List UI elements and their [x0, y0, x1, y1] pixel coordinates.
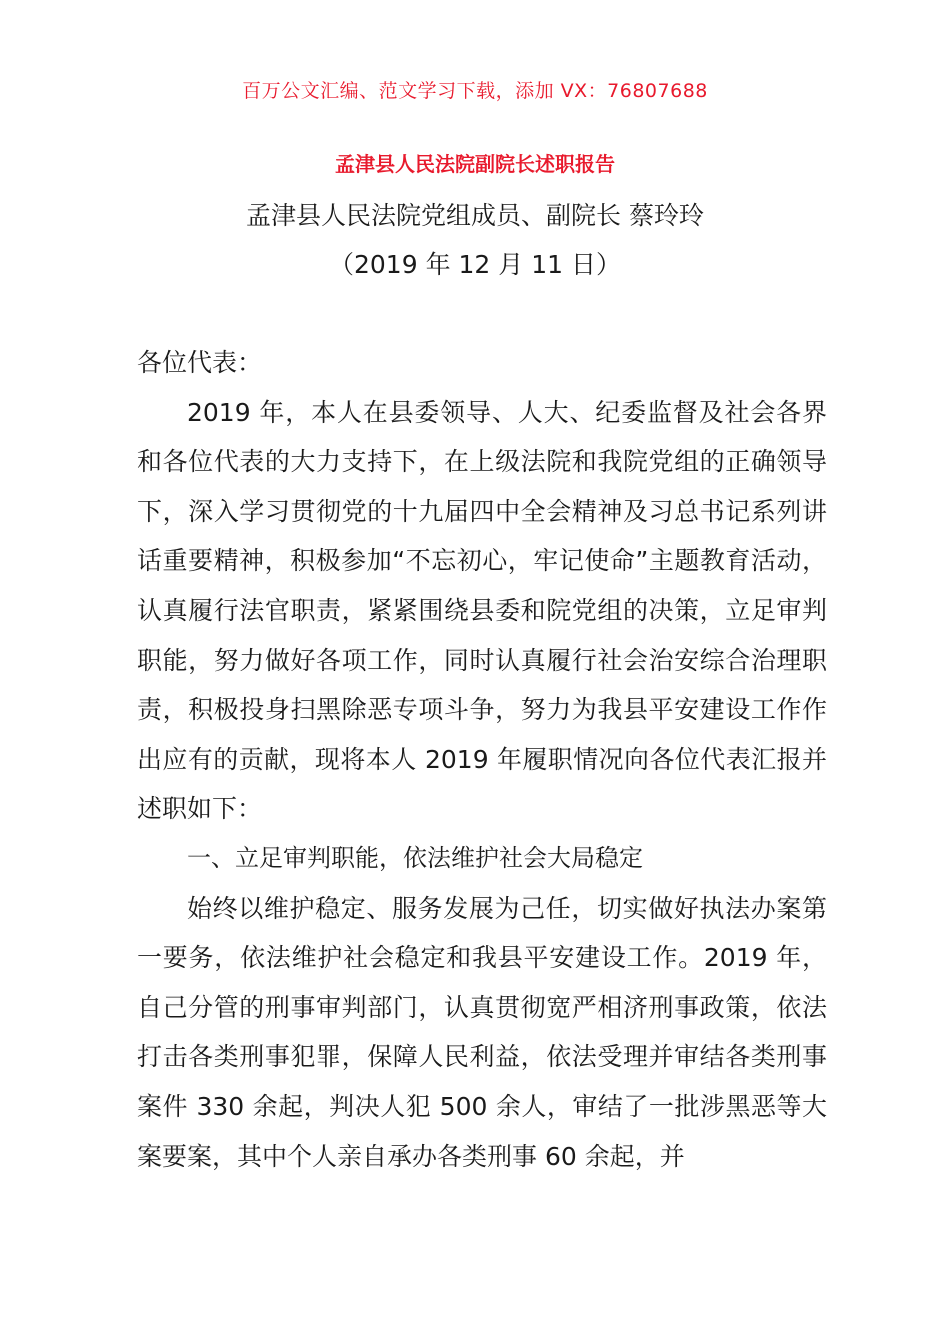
salutation: 各位代表：	[137, 348, 263, 377]
date-line: （2019 年 12 月 11 日）	[329, 250, 621, 279]
section-heading-1: 一、立足审判职能，依法维护社会大局稳定	[187, 843, 643, 872]
paragraph-intro: 2019 年，本人在县委领导、人大、纪委监督及社会各界和各位代表的大力支持下，在上级法院和我院党组的正确领导下，深入学习贯彻党的十九届四中全会精神及习总书记系列讲话重要精神，积极参加“不忘初心，牢记使命”主题教育活动，认真履行法官职责，紧紧围绕县委和院党组的决策，立足审判职能，努力做好各项工作，同时认真履行社会治安综合治理职责，积极投身扫黑除恶专项斗争，努力为我县平安建设工作作出应有的贡献，现将本人 2019 年履职情况向各位代表汇报并述职如下：	[137, 397, 827, 824]
paragraph-section-1: 始终以维护稳定、服务发展为己任，切实做好执法办案第一要务，依法维护社会稳定和我县平安建设工作。2019 年，自己分管的刑事审判部门，认真贯彻宽严相济刑事政策，依法打击各类刑事犯罪，保障人民利益，依法受理并审结各类刑事案件 330 余起，判决人犯 500 余人，审结了一批涉黑恶等大案要案，其中个人亲自承办各类刑事 60 余起，并	[137, 893, 827, 1171]
author-line: 孟津县人民法院党组成员、副院长 蔡玲玲	[246, 201, 704, 230]
promo-banner: 百万公文汇编、范文学习下载，添加 VX：76807688	[242, 80, 708, 102]
document-body	[137, 338, 827, 1181]
document-title: 孟津县人民法院副院长述职报告	[335, 152, 615, 176]
